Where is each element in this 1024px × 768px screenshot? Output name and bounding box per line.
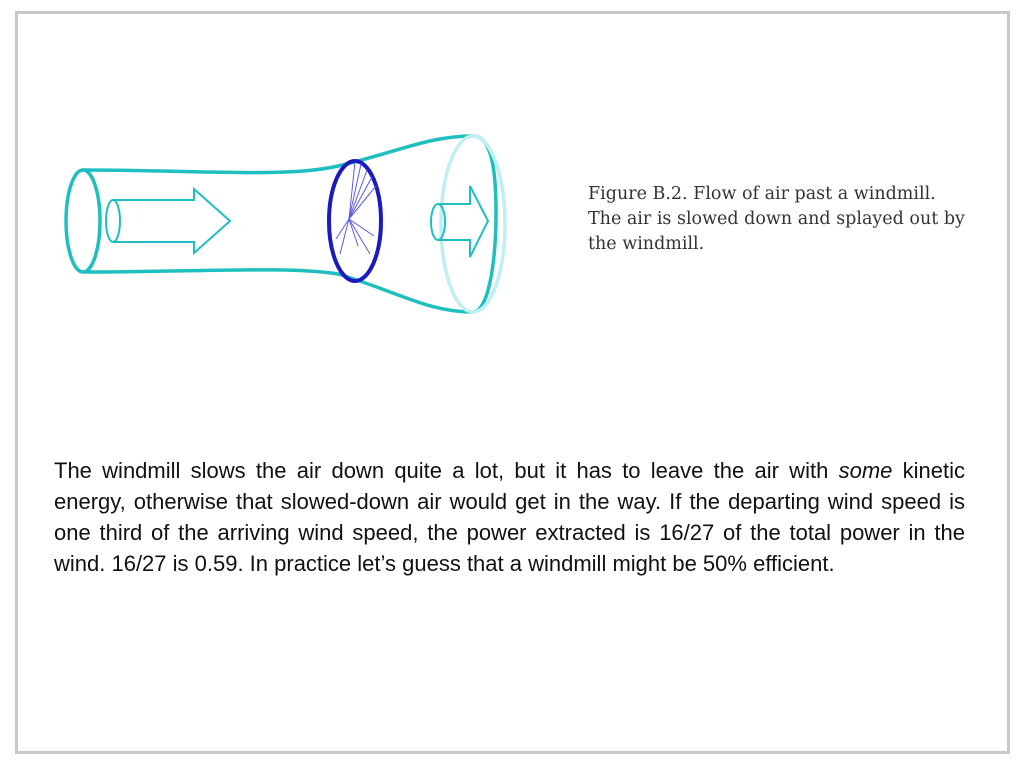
- body-paragraph: [54, 455, 965, 579]
- body-text-part: The windmill slows the air down quite a lot, but it has to leave the air with: [54, 458, 839, 483]
- rotor-disk: [329, 161, 381, 281]
- figure-caption: Figure B.2. Flow of air past a windmill. The air is slowed down and splayed out by the windmill.: [588, 184, 965, 254]
- stream-tube-outline: [83, 136, 496, 312]
- inlet-ellipse: [66, 170, 100, 272]
- body-emphasis: some: [838, 458, 893, 483]
- rotor-blade: [340, 219, 349, 254]
- rotor-blade: [336, 219, 349, 239]
- slide: [15, 11, 1010, 754]
- incoming-flow-arrow: [113, 189, 230, 253]
- outgoing-arrow-tail: [431, 204, 445, 240]
- body-text-part: kinetic energy, otherwise that slowed-down air would get in the way. If the departing wind speed is one third of the arriving wind speed, the power extracted is 16/27 of the total power in the wind. 16/27 is 0.59. In practice let’s guess that a windmill might be 50% efficient.: [54, 458, 965, 576]
- rotor-blade: [349, 219, 374, 236]
- incoming-arrow-tail: [106, 200, 120, 242]
- rotor-blade: [349, 219, 370, 254]
- windmill-airflow-diagram: [58, 124, 538, 324]
